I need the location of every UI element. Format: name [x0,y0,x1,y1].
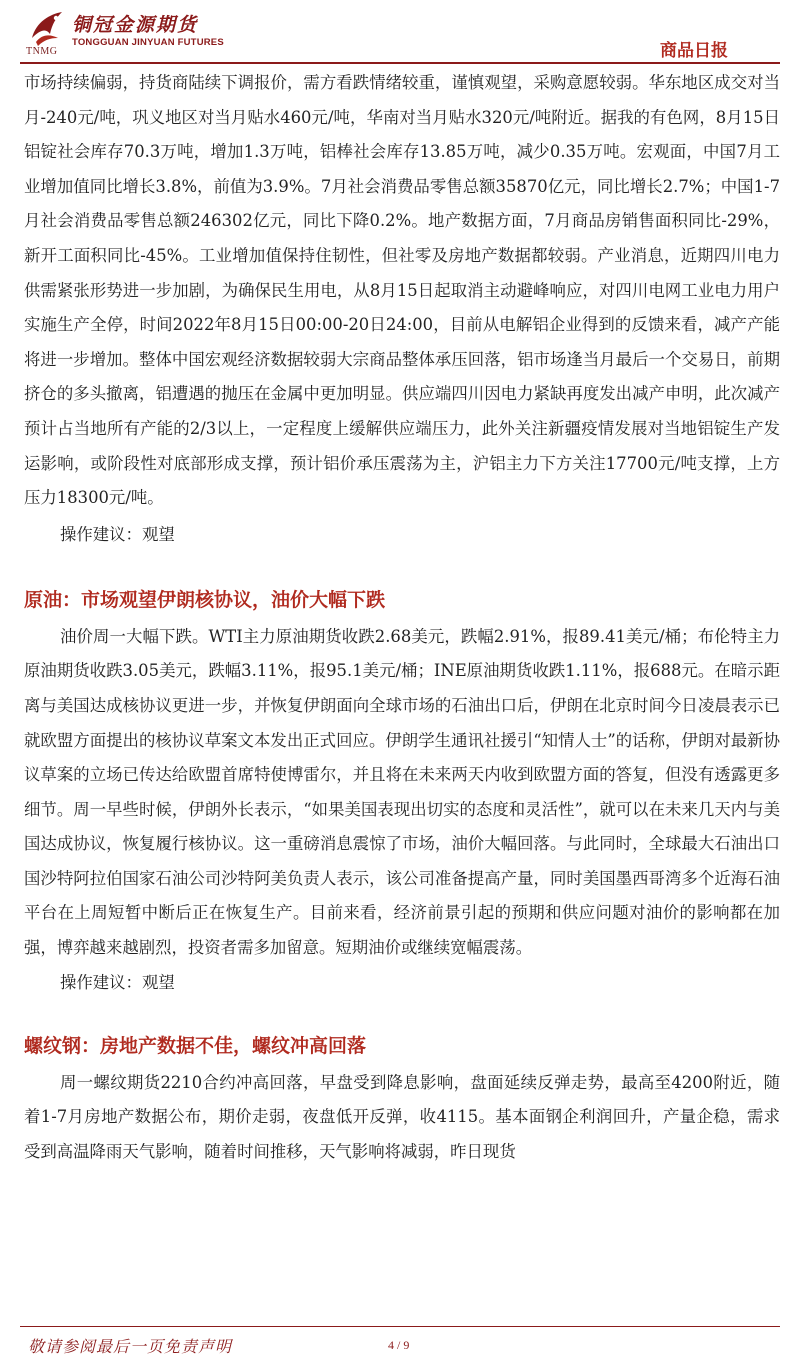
company-name-cn: 铜冠金源期货 [72,14,199,36]
company-abbreviation: TNMG [26,46,58,57]
section-aluminium [24,66,780,552]
page-number: 4 / 9 [388,1338,410,1352]
page-header [0,0,800,70]
aluminium-paragraph: 市场持续偏弱，持货商陆续下调报价，需方看跌情绪较重，谨慎观望，采购意愿较弱。华东地区成交对当月-240元/吨，巩义地区对当月贴水460元/吨，华南对当月贴水320元/吨附近。据我的有色网，8月15日铝锭社会库存70.3万吨，增加1.3万吨，铝棒社会库存13.85万吨，减少0.35万吨。宏观面，中国7月工业增加值同比增长3.8%，前值为3.9%。7月社会消费品零售总额35870亿元，同比增长2.7%；中国1-7月社会消费品零售总额246302亿元，同比下降0.2%。地产数据方面，7月商品房销售面积同比-29%，新开工面积同比-45%。工业增加值保持住韧性，但社零及房地产数据都较弱。产业消息，近期四川电力供需紧张形势进一步加剧，为确保民生用电，从8月15日起取消主动避峰响应，对四川电网工业电力用户实施生产全停，时间2022年8月15日00:00-20日24:00，目前从电解铝企业得到的反馈来看，减产产能将进一步增加。整体中国宏观经济数据较弱大宗商品整体承压回落，铝市场逢当月最后一个交易日，前期挤仓的多头撤离，铝遭遇的抛压在金属中更加明显。供应端四川因电力紧缺再度发出减产申明，此次减产预计占当地所有产能的2/3以上，一定程度上缓解供应端压力，此外关注新疆疫情发展对当地铝锭生产发运影响，或阶段性对底部形成支撑，预计铝价承压震荡为主，沪铝主力下方关注17700元/吨支撑，上方压力18300元/吨。 [24,73,780,508]
rebar-paragraph: 周一螺纹期货2210合约冲高回落，早盘受到降息影响，盘面延续反弹走势，最高至4200附近，随着1-7月房地产数据公布，期价走弱，夜盘低开反弹，收4115。基本面钢企利润回升，产量企稳，需求受到高温降雨天气影响，随着时间推移，天气影响将减弱，昨日现货 [24,1072,780,1161]
company-name-en: TONGGUAN JINYUAN FUTURES [72,37,224,48]
disclaimer-note: 敬请参阅最后一页免责声明 [28,1337,233,1356]
crude-oil-title: 原油：市场观望伊朗核协议，油价大幅下跌 [24,588,386,611]
aluminium-advice: 操作建议：观望 [60,524,175,544]
section-rebar [24,1030,780,1170]
crude-oil-paragraph: 油价周一大幅下跌。WTI主力原油期货收跌2.68美元，跌幅2.91%，报89.41美元/桶；布伦特主力原油期货收跌3.05美元，跌幅3.11%，报95.1美元/桶；INE原油期货收跌1.11%，报688元。在暗示距离与美国达成核协议更进一步，并恢复伊朗面向全球市场的石油出口后，伊朗在北京时间今日凌晨表示已就欧盟方面提出的核协议草案文本发出正式回应。伊朗学生通讯社援引“知情人士”的话称，伊朗对最新协议草案的立场已传达给欧盟首席特使博雷尔，并且将在未来两天内收到欧盟方面的答复，但没有透露更多细节。周一早些时候，伊朗外长表示，“如果美国表现出切实的态度和灵活性”，就可以在未来几天内与美国达成协议，恢复履行核协议。这一重磅消息震惊了市场，油价大幅回落。与此同时，全球最大石油出口国沙特阿拉伯国家石油公司沙特阿美负责人表示，该公司准备提高产量，同时美国墨西哥湾多个近海石油平台在上周短暂中断后正在恢复生产。目前来看，经济前景引起的预期和供应问题对油价的影响都在加强，博弈越来越剧烈，投资者需多加留意。短期油价或继续宽幅震荡。 [24,626,780,958]
crude-oil-advice: 操作建议：观望 [60,972,175,992]
header-divider [20,62,780,64]
report-type-title: 商品日报 [660,41,728,61]
report-body [24,66,780,1169]
section-crude-oil [24,584,780,1000]
footer-divider [20,1326,780,1327]
rebar-title: 螺纹钢：房地产数据不佳，螺纹冲高回落 [24,1034,367,1057]
